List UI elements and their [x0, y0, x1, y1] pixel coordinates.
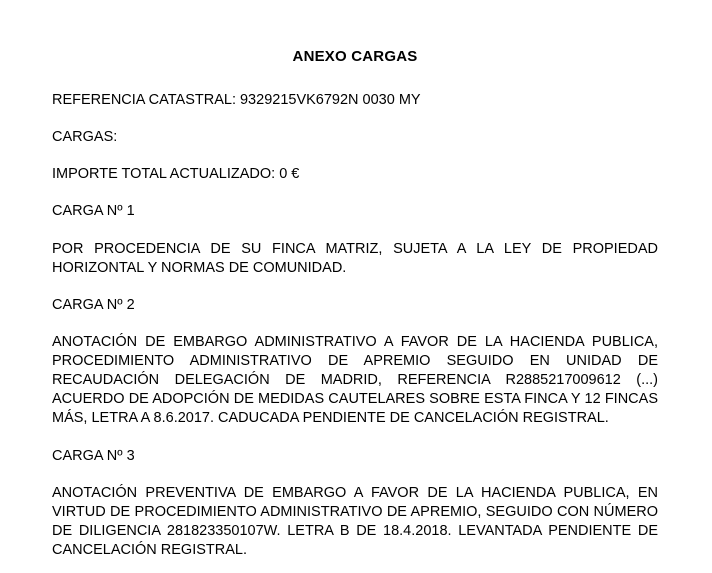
paragraph-carga-3-body: ANOTACIÓN PREVENTIVA DE EMBARGO A FAVOR DE LA HACIENDA PUBLICA, EN VIRTUD DE PROCEDIMIENTO ADMINISTRATIVO DE APREMIO, SEGUIDO CON NÚMERO DE DILIGENCIA 281823350107W. LETRA B DE 18.4.2018. LEVANTADA PENDIENTE DE CANCELACIÓN REGISTRAL. — [52, 484, 658, 558]
paragraph-importe-total: IMPORTE TOTAL ACTUALIZADO: 0 € — [52, 166, 300, 183]
paragraph-carga-1-body: POR PROCEDENCIA DE SU FINCA MATRIZ, SUJETA A LA LEY DE PROPIEDAD HORIZONTAL Y NORMAS DE COMUNIDAD. — [52, 240, 658, 276]
paragraph-carga-2-body: ANOTACIÓN DE EMBARGO ADMINISTRATIVO A FAVOR DE LA HACIENDA PUBLICA, PROCEDIMIENTO ADMINISTRATIVO DE APREMIO SEGUIDO EN UNIDAD DE RECAUDACIÓN DELEGACIÓN DE MADRID, REFERENCIA R2885217009612 (...) ACUERDO DE ADOPCIÓN DE MEDIDAS CAUTELARES SOBRE ESTA FINCA Y 12 FINCAS MÁS, LETRA A 8.6.2017. CADUCADA PENDIENTE DE CANCELACIÓN REGISTRAL. — [52, 333, 658, 427]
paragraph-cargas-label: CARGAS: — [52, 129, 118, 146]
heading-carga-1: CARGA Nº 1 — [52, 203, 135, 220]
paragraph-referencia-catastral: REFERENCIA CATASTRAL: 9329215VK6792N 0030 MY — [52, 92, 421, 108]
heading-carga-2: CARGA Nº 2 — [52, 296, 135, 313]
page-title: ANEXO CARGAS — [292, 48, 418, 65]
heading-carga-3: CARGA Nº 3 — [52, 447, 135, 464]
